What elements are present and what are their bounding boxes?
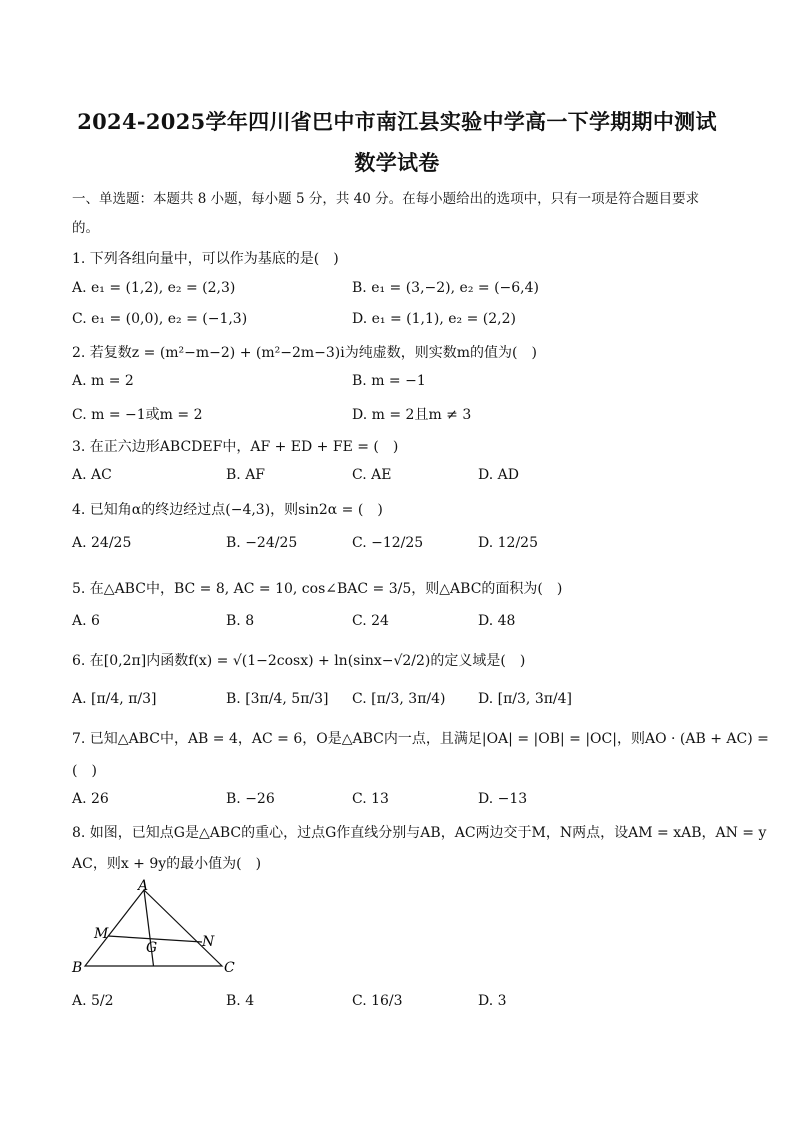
exam-subtitle: 数学试卷 <box>354 150 440 175</box>
question-8-option-c: C. 16/3 <box>352 993 403 1009</box>
question-1-option-a: A. e₁ = (1,2), e₂ = (2,3) <box>72 280 236 296</box>
label-g: G <box>146 940 158 956</box>
question-6-option-b: B. [3π/4, 5π/3] <box>226 691 329 707</box>
question-4-option-a: A. 24/25 <box>72 535 132 551</box>
label-c: C <box>224 960 235 976</box>
label-a: A <box>138 878 149 894</box>
triangle-figure <box>68 878 248 978</box>
question-4-option-d: D. 12/25 <box>478 535 538 551</box>
question-6-option-d: D. [π/3, 3π/4] <box>478 691 573 707</box>
question-5-option-b: B. 8 <box>226 613 255 629</box>
question-4-stem: 4. 已知角α的终边经过点(−4,3)，则sin2α = ( ) <box>72 502 383 518</box>
question-3-stem: 3. 在正六边形ABCDEF中，AF + ED + FE = ( ) <box>72 439 399 455</box>
question-1-stem: 1. 下列各组向量中，可以作为基底的是( ) <box>72 251 339 267</box>
question-5-option-a: A. 6 <box>72 613 100 629</box>
question-4-option-b: B. −24/25 <box>226 535 298 551</box>
label-b: B <box>72 960 83 976</box>
question-3-option-a: A. AC <box>72 467 112 483</box>
question-8-option-a: A. 5/2 <box>72 993 114 1009</box>
question-8-stem-cont: AC，则x + 9y的最小值为( ) <box>72 856 262 872</box>
question-3-option-c: C. AE <box>352 467 392 483</box>
question-8-option-d: D. 3 <box>478 993 507 1009</box>
question-7-option-b: B. −26 <box>226 791 275 807</box>
question-3-option-d: D. AD <box>478 467 519 483</box>
question-6-stem: 6. 在[0,2π]内函数f(x) = √(1−2cosx) + ln(sinx−√2/2)的定义域是( ) <box>72 653 526 669</box>
question-1-option-b: B. e₁ = (3,−2), e₂ = (−6,4) <box>352 280 539 296</box>
question-7-option-d: D. −13 <box>478 791 528 807</box>
question-2-stem: 2. 若复数z = (m²−m−2) + (m²−2m−3)i为纯虚数，则实数m的值为( ) <box>72 345 537 361</box>
section-instructions-cont: 的。 <box>72 220 99 236</box>
question-2-option-a: A. m = 2 <box>72 373 134 389</box>
question-6-option-a: A. [π/4, π/3] <box>72 691 157 707</box>
question-5-option-c: C. 24 <box>352 613 389 629</box>
question-2-option-d: D. m = 2且m ≠ 3 <box>352 407 472 423</box>
label-m: M <box>94 926 109 942</box>
question-3-option-b: B. AF <box>226 467 266 483</box>
question-6-option-c: C. [π/3, 3π/4) <box>352 691 446 707</box>
question-5-stem: 5. 在△ABC中，BC = 8, AC = 10, cos∠BAC = 3/5，则△ABC的面积为( ) <box>72 581 563 597</box>
question-5-option-d: D. 48 <box>478 613 516 629</box>
exam-title: 2024-2025学年四川省巴中市南江县实验中学高一下学期期中测试 <box>77 109 717 134</box>
label-n: N <box>202 934 215 950</box>
question-2-option-c: C. m = −1或m = 2 <box>72 407 203 423</box>
question-7-option-c: C. 13 <box>352 791 389 807</box>
question-7-option-a: A. 26 <box>72 791 109 807</box>
question-7-stem: 7. 已知△ABC中，AB = 4，AC = 6，O是△ABC内一点，且满足|OA| = |OB| = |OC|，则AO · (AB + AC) = <box>72 731 769 747</box>
question-8-stem: 8. 如图，已知点G是△ABC的重心，过点G作直线分别与AB，AC两边交于M，N两点，设AM = xAB，AN = y <box>72 825 767 841</box>
question-8-option-b: B. 4 <box>226 993 255 1009</box>
question-1-option-d: D. e₁ = (1,1), e₂ = (2,2) <box>352 311 516 327</box>
question-1-option-c: C. e₁ = (0,0), e₂ = (−1,3) <box>72 311 248 327</box>
section-instructions: 一、单选题：本题共 8 小题，每小题 5 分，共 40 分。在每小题给出的选项中，只有一项是符合题目要求 <box>72 191 700 207</box>
question-7-stem-cont: ( ) <box>72 763 97 779</box>
question-2-option-b: B. m = −1 <box>352 373 426 389</box>
question-4-option-c: C. −12/25 <box>352 535 424 551</box>
